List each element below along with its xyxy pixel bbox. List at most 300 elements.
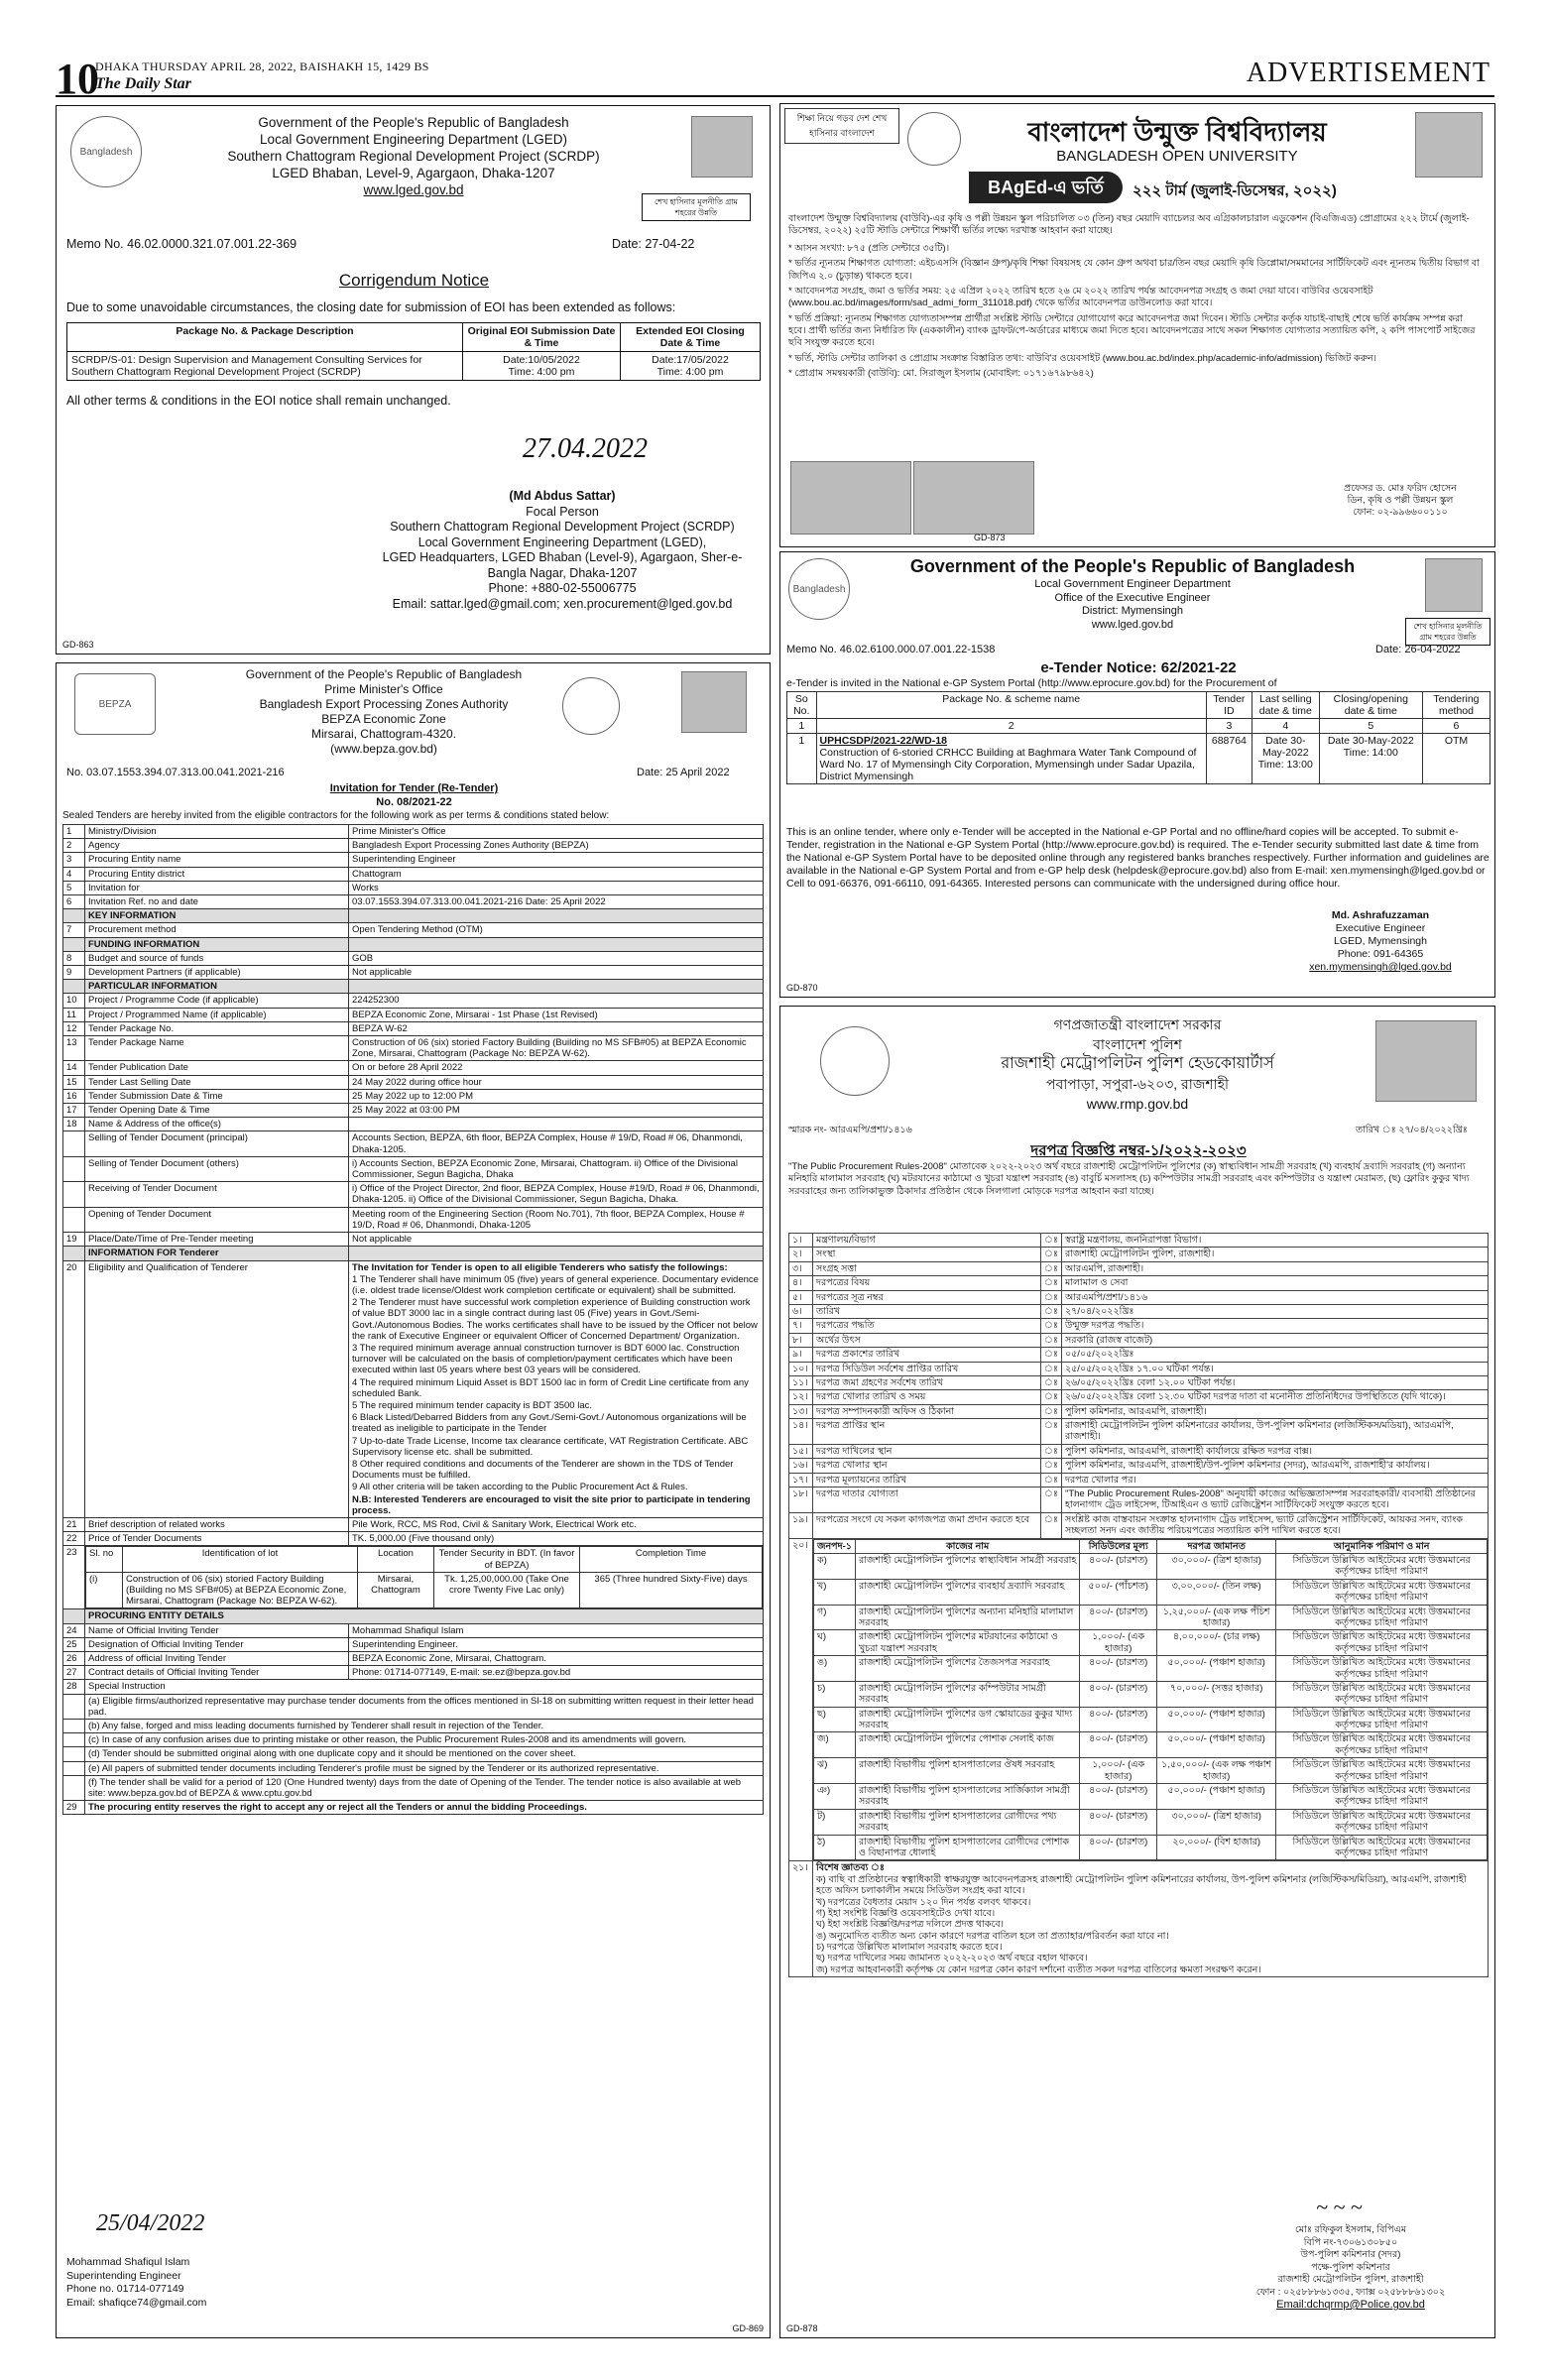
- university-title-en: BANGLADESH OPEN UNIVERSITY: [1056, 148, 1298, 165]
- quantity-quality: সিডিউলে উল্লিখিত আইটেমের মধ্যে উত্তমমানের কর্তৃপক্ষের চাহিদা পরিমাণ: [1276, 1732, 1488, 1758]
- selling-date: Date 30-May-2022: [1261, 735, 1309, 759]
- row-label: মন্ত্রণালয়/বিভাগ: [813, 1234, 1041, 1248]
- quantity-quality: সিডিউলে উল্লিখিত আইটেমের মধ্যে উত্তমমানের কর্তৃপক্ষের চাহিদা পরিমাণ: [1276, 1605, 1488, 1630]
- goods-row: [814, 1784, 1488, 1810]
- ad-bepza-tender: [56, 662, 771, 2338]
- security-amount: ৪,০০,০০০/- (চার লক্ষ): [1157, 1630, 1276, 1656]
- row-value: আরএমপি/প্রশা/১৪১৬: [1061, 1290, 1488, 1304]
- portrait-image: [1425, 558, 1483, 612]
- slogan-tag: শিক্ষা নিয়ে গড়ব দেশ শেখ হাসিনার বাংলাদেশ: [784, 108, 899, 144]
- signatory-email[interactable]: xen.mymensingh@lged.gov.bd: [1309, 961, 1452, 973]
- section-heading-row: [63, 909, 764, 923]
- lot-time: 365 (Three hundred Sixty-Five) days: [580, 1572, 763, 1608]
- table-header: Tender ID: [1206, 692, 1252, 719]
- row-number: 14: [63, 1061, 85, 1075]
- col-package: Package No. & Package Description: [67, 323, 463, 352]
- quantity-quality: সিডিউলে উল্লিখিত আইটেমের মধ্যে উত্তমমানের কর্তৃপক্ষের চাহিদা পরিমাণ: [1276, 1758, 1488, 1784]
- term-label: ২২২ টার্ম (জুলাই-ডিসেম্বর, ২০২২): [1133, 182, 1337, 199]
- gd-code: GD-863: [62, 640, 94, 650]
- row-label: Invitation Ref. no and date: [85, 895, 349, 909]
- column-number: 5: [1319, 719, 1422, 734]
- table-row: [789, 1375, 1489, 1389]
- goods-header: আনুমানিক পরিমাণ ও মান: [1276, 1539, 1488, 1553]
- website-link[interactable]: www.lged.gov.bd: [363, 182, 464, 197]
- goods-header: সিডিউলের মূল্য: [1080, 1539, 1157, 1553]
- tender-number: No. 08/2021-22: [376, 796, 452, 808]
- goods-index: ঘ): [814, 1630, 856, 1656]
- schedule-price: ৪০০/- (চারশত): [1080, 1656, 1157, 1682]
- table-row: [789, 1488, 1489, 1513]
- row-label: দরপত্র সম্পাদনকারী অফিস ও ঠিকানা: [813, 1404, 1041, 1418]
- goods-index: ঠ): [814, 1835, 856, 1860]
- row-label: Procuring Entity district: [85, 867, 349, 881]
- col-original-date: Original EOI Submission Date & Time: [463, 323, 621, 352]
- table-row: [789, 1261, 1489, 1275]
- table-row: [789, 1234, 1489, 1248]
- tender-title: Invitation for Tender (Re-Tender): [329, 782, 499, 794]
- row-label: Project / Programmed Name (if applicable): [85, 1008, 349, 1021]
- column-number: 1: [787, 719, 817, 734]
- goods-index: ছ): [814, 1707, 856, 1732]
- row-separator: ঃ: [1041, 1261, 1062, 1275]
- special-note: ঙ) অনুমোদিত ব্যতীত অন্য কোন কারণে দরপত্র বাতিল হলে তা প্রত্যাহার/পরিবর্তন করা যাবে না।: [816, 1930, 1169, 1942]
- special-instruction: (e) All papers of submitted tender documents including Tenderer's profile must be signed by the Tenderer or its authorized representative.: [85, 1761, 764, 1775]
- signatory-phone: ফোন: ০২-৯৯৬৬০০১১০: [1353, 507, 1448, 518]
- portrait-image: [1415, 112, 1483, 178]
- row-value: পুলিশ কমিশনার, আরএমপি, রাজশাহী/উপ-পুলিশ কমিশনার (সদর), আরএমপি, রাজশাহী'র কার্যালয়।: [1061, 1459, 1488, 1473]
- row-number: 4: [63, 867, 85, 881]
- govt-seal-icon: [562, 677, 620, 735]
- schedule-price: ৫০০/- (পাঁচশত): [1080, 1579, 1157, 1605]
- tender-info-table: ১। মন্ত্রণালয়/বিভাগ ঃ স্বরাষ্ট্র মন্ত্রণালয়, জননিরাপত্তা বিভাগ। ২। সংস্থা ঃ রাজশাহী মেট্রোপলিটন পুলিশ, রাজশাহী। ৩। সংগ্রহ সত্তা ঃ আরএমপি, রাজশাহী। ৪। দরপত্রের বিষয় ঃ মালামাল ও সেবা ৫। দরপত্রের সূত্র নম্বর ঃ আরএমপি/প্রশা/১৪১৬ ৬। তারিখ ঃ ২৭/০৪/২০২২খ্রিঃ ৭। দরপত্রের পদ্ধতি ঃ উন্মুক্ত দরপত্র পদ্ধতি। ৮। অর্থের উৎস ঃ সরকারি (রাজস্ব বাজেট) ৯। দরপত্র প্রকাশের তারিখ ঃ ০৫/০৫/২০২২খ্রিঃ ১০। দরপত্র সিডিউল সর্বশেষ প্রাপ্তির তারিখ ঃ ২৫/০৫/২০২২খ্রিঃ ১৭.০০ ঘটিকা পর্যন্ত। ১১। দরপত্র জমা গ্রহণের সর্বশেষ তারিখ ঃ ২৬/০৫/২০২২খ্রিঃ বেলা ১২.০০ ঘটিকা পর্যন্ত। ১২। দরপত্র খোলার তারিখ ও সময় ঃ ২৬/০৫/২০২২খ্রিঃ বেলা ১২.৩০ ঘটিকা দরপত্র দাতা বা মনোনীত প্রতিনিধিদের উপস্থিতিতে (যদি থাকে)। ১৩। দরপত্র সম্পাদনকারী অফিস ও ঠিকানা ঃ পুলিশ কমিশনার, আরএমপি, রাজশাহী। ১৪। দরপত্র প্রাপ্তির স্থান ঃ রাজশাহী মেট্রোপলিটন পুলিশ কমিশনারের কার্যালয়, উপ-পুলিশ কমিশনার (লজিস্টিকস/মডিয়া), আরএমপি, রাজশাহী। ১৫। দরপত্র দাখিলের স্থান ঃ পুলিশ কমিশনার, আরএমপি, রাজশাহী কার্যালয়ে রক্ষিত দরপত্র বাক্স। ১৬। দরপত্র খোলার স্থান ঃ পুলিশ কমিশনার, আরএমপি, রাজশাহী/উপ-পুলিশ কমিশনার (সদর), আরএমপি, রাজশাহী'র কার্যালয়। ১৭। দরপত্র মূল্যায়নের তারিখ ঃ দরপত্র খোলার পর। ১৮। দরপত্র দাতার যোগ্যতা ঃ "The Public Procurement Rules-2008" অনুযায়ী কাজের অভিজ্ঞতাসম্পন্ন সরবরাহকারী/ ব্যবসায়ী প্রতিষ্ঠানের হালনাগাদ ট্রেড লাইসেন্স, টিআইএন ও ভ্যাট রেজিষ্ট্রেশন সার্টিফিকেট সংযুক্ত করতে হবে। ১৯। দরপত্রের সংগে যে সকল কাগজপত্র জমা প্রদান করতে হবে ঃ সংশ্লিষ্ট কাজ বাস্তবায়ন সংক্রান্ত হালনাগাদ ট্রেড লাইসেন্স, ভ্যাট রেজিস্ট্রেশন সার্টিফিকেট, আয়কর সনদ, ব্যাংক সচ্ছলতা সনদ এবং জাতীয় পরিচয়পত্রের সত্যায়িত কপি দাখিল করতে হবে। ২০। জনপদ-১ কাজের নাম সিডিউলের মূল্য দরপত্র জামানত আনুমানিক পরিমাণ ও মান ক) রাজশাহী মেট্রোপলিটন পুলিশের স্বাস্থ্যবিধান সামগ্রী সরবরাহ ৪০০/- (চারশত) ৩০,০০০/- (ত্রিশ হাজার) সিডিউলে উল্লিখিত আইটেমের মধ্যে উত্তমমানের কর্তৃপক্ষের চাহিদা পরিমাণ খ) রাজশাহী মেট্রোপলিটন পুলিশের ব্যবহার্য দ্রব্যাদি সরবরাহ ৫০০/- (পাঁচশত) ৩,০০,০০০/- (তিন লক্ষ) সিডিউলে উল্লিখিত আইটেমের মধ্যে উত্তমমানের কর্তৃপক্ষের চাহিদা পরিমাণ গ) রাজশাহী মেট্রোপলিটন পুলিশের অন্যান্য মনিহারি মালামাল সরবরাহ ৪০০/- (চারশত) ১,২৫,০০০/- (এক লক্ষ পঁচিশ হাজার) সিডিউলে উল্লিখিত আইটেমের মধ্যে উত্তমমানের কর্তৃপক্ষের চাহিদা পরিমাণ ঘ) রাজশাহী মেট্রোপলিটন পুলিশের মটরযানের কাঠামো ও খুচরা যন্ত্রাংশ সরবরাহ ১,০০০/- (এক হাজার) ৪,০০,০০০/- (চার লক্ষ) সিডিউলে উল্লিখিত আইটেমের মধ্যে উত্তমমানের কর্তৃপক্ষের চাহিদা পরিমাণ ঙ) রাজশাহী মেট্রোপলিটন পুলিশের তৈজসপত্র সরবরাহ ৪০০/- (চারশত) ৫০,০০০/- (পঞ্চাশ হাজার) সিডিউলে উল্লিখিত আইটেমের মধ্যে উত্তমমানের কর্তৃপক্ষের চাহিদা পরিমাণ চ) রাজশাহী মেট্রোপলিটন পুলিশের কম্পিউটার সামগ্রী সরবরাহ ৪০০/- (চারশত) ৭০,০০০/- (সত্তর হাজার) সিডিউলে উল্লিখিত আইটেমের মধ্যে উত্তমমানের কর্তৃপক্ষের চাহিদা পরিমাণ ছ) রাজশাহী মেট্রোপলিটন পুলিশের ডগ স্কোয়াডের কুকুর খাদ্য সরবরাহ ৪০০/- (চারশত) ৫০,০০০/- (পঞ্চাশ হাজার) সিডিউলে উল্লিখিত আইটেমের মধ্যে উত্তমমানের কর্তৃপক্ষের চাহিদা পরিমাণ জ) রাজশাহী মেট্রোপলিটন পুলিশের পোশাক সেলাই কাজ ৪০০/- (চারশত) ৫০,০০০/- (পঞ্চাশ হাজার) সিডিউলে উল্লিখিত আইটেমের মধ্যে উত্তমমানের কর্তৃপক্ষের চাহিদা পরিমাণ ঝ) রাজশাহী বিভাগীয় পুলিশ হাসপাতালের ঔষধ সরবরাহ ১,০০০/- (এক হাজার) ১,৫০,০০০/- (এক লক্ষ পঞ্চাশ হাজার) সিডিউলে উল্লিখিত আইটেমের মধ্যে উত্তমমানের কর্তৃপক্ষের চাহিদা পরিমাণ ঞ) রাজশাহী বিভাগীয় পুলিশ হাসপাতালের সার্জিক্যাল সামগ্রী সরবরাহ ৪০০/- (চারশত) ৫০,০০০/- (পঞ্চাশ হাজার) সিডিউলে উল্লিখিত আইটেমের মধ্যে উত্তমমানের কর্তৃপক্ষের চাহিদা পরিমাণ ট) রাজশাহী বিভাগীয় পুলিশ হাসপাতালের রোগীদের পথ্য সরবরাহ ৪০০/- (চারশত) ৩০,০০০/- (ত্রিশ হাজার) সিডিউলে উল্লিখিত আইটেমের মধ্যে উত্তমমানের কর্তৃপক্ষের চাহিদা পরিমাণ ঠ) রাজশাহী বিভাগীয় পুলিশ হাসপাতালের রোগীদের পোশাক ও বিছানাপত্র ধোলাই ৪০০/- (চারশত) ২০,০০০/- (বিশ হাজার) সিডিউলে উল্লিখিত আইটেমের মধ্যে উত্তমমানের কর্তৃপক্ষের চাহিদা পরিমাণ ২১। বিশেষ জ্ঞাতব্য ঃ ক) বাছি বা প্রতিষ্ঠানের স্বত্বাধিকারী স্বাক্ষরযুক্ত আবেদনপত্রসহ রাজশাহী মেট্রোপলিটন পুলিশ কমিশনারের কার্যালয়, উপ-পুলিশ কমিশনার (লজিস্টিকস/মিডিয়া), আরএমপি, রাজশাহী হতে অফিস চলাকালীন সময়ে সিডিউল সংগ্রহ করা যাবে। খ) দরপত্রের বৈধতার মেয়াদ ১২০ দিন পর্যন্ত বলবৎ থাকবে। গ) ইহা সংশিষ্ট বিজ্ঞপ্তি ওয়েবসাইটেও দেখা যাবে। ঘ) ইহা সংশ্লিষ্ট বিজ্ঞপ্তি/দরপত্র দলিলে প্রদত্ত থাকবে। ঙ) অনুমোদিত ব্যতীত অন্য কোন কারণে দরপত্র বাতিল হলে তা প্রত্যাহার/পরিবর্তন করা যাবে না। চ) দরপত্রে উল্লিখিত মালামাল সরবরাহ করতে হবে। ছ) দরপত্র দাখিলের সময় জামানত ২০২২-২০২৩ অর্থ বছরে বহাল থাকবে। জ) দরপত্র আহবানকারী কর্তৃপক্ষ যে কোন দরপত্র কোন কারণ দর্শানো ব্যতীত সকল দরপত্র বাতিলের ক্ষমতা সংরক্ষণ করেন।: [788, 1233, 1489, 1977]
- row-separator: ঃ: [1041, 1319, 1062, 1333]
- special-note: ছ) দরপত্র দাখিলের সময় জামানত ২০২২-২০২৩ অর্থ বছরে বহাল থাকবে।: [816, 1953, 1088, 1964]
- original-date: Date:10/05/2022: [503, 354, 580, 366]
- eligibility-item: 3 The required minimum average annual construction turnover is BDT 6000 lac. Construction turnover will be calculated on the basis of completion/payment certificates which have been executed within last 05 years where best 03 years will be considered.: [352, 1342, 740, 1376]
- bepza-logo-icon: BEPZA: [74, 673, 156, 735]
- security-amount: ৫০,০০০/- (পঞ্চাশ হাজার): [1157, 1784, 1276, 1810]
- paper-name: The Daily Star: [95, 75, 191, 92]
- table-row: [63, 1694, 764, 1719]
- row-separator: ঃ: [1041, 1304, 1062, 1318]
- goods-name: রাজশাহী মেট্রোপলিটন পুলিশের পোশাক সেলাই কাজ: [855, 1732, 1079, 1758]
- signatory-phone: Phone no. 01714-077149: [66, 2283, 184, 2295]
- row-label: দরপত্রের বিষয়: [813, 1276, 1041, 1290]
- special-instruction: (f) The tender shall be valid for a period of 120 (One Hundred twenty) days from the date of Opening of the Tender. The tender notice is also available at web site: www.bepza.gov.bd of BEPZA & www.cptu.gov.bd: [85, 1775, 764, 1800]
- row-number: [63, 1182, 85, 1207]
- row-value: পুলিশ কমিশনার, আরএমপি, রাজশাহী।: [1061, 1404, 1488, 1418]
- row-value: মালামাল ও সেবা: [1061, 1276, 1488, 1290]
- notice-intro: Due to some unavoidable circumstances, the closing date for submission of EOI has been extended as follows:: [66, 300, 676, 314]
- row-value: Not applicable: [349, 1233, 764, 1247]
- goods-name: রাজশাহী বিভাগীয় পুলিশ হাসপাতালের রোগীদের পথ্য সরবরাহ: [855, 1809, 1079, 1835]
- govt-heading: Government of the People's Republic of Bangladesh: [245, 667, 523, 681]
- address-line: Mirsarai, Chattogram-4320.: [310, 727, 457, 741]
- gd-code: GD-870: [786, 983, 818, 993]
- signatory-dept: Local Government Engineering Department (LGED),: [417, 535, 707, 549]
- mujib100-logo-icon: Bangladesh: [70, 116, 142, 187]
- package-number: UPHCSDP/2021-22/WD-18: [819, 735, 947, 747]
- quantity-quality: সিডিউলে উল্লিখিত আইটেমের মধ্যে উত্তমমানের কর্তৃপক্ষের চাহিদা পরিমাণ: [1276, 1835, 1488, 1860]
- row-label: দরপত্র দাতার যোগ্যতা: [813, 1488, 1041, 1513]
- slogan-tag: শেখ হাসিনার মূলনীতি গ্রাম শহরের উন্নতি: [642, 193, 751, 221]
- row-value: Works: [349, 881, 764, 894]
- row-label: Place/Date/Time of Pre-Tender meeting: [85, 1233, 349, 1247]
- section-title: ADVERTISEMENT: [1246, 58, 1490, 88]
- closing-date: Date 30-May-2022: [1327, 735, 1414, 747]
- goods-row: [814, 1707, 1488, 1732]
- schedule-price: ৪০০/- (চারশত): [1080, 1835, 1157, 1860]
- table-row: [789, 1348, 1489, 1362]
- schedule-price: ৪০০/- (চারশত): [1080, 1681, 1157, 1707]
- row-label: অর্থের উৎস: [813, 1333, 1041, 1347]
- row-number: ৯।: [789, 1348, 813, 1362]
- row-value: ২৬/০৫/২০২২খ্রিঃ বেলা ১২.৩০ ঘটিকা দরপত্র দাতা বা মনোনীত প্রতিনিধিদের উপস্থিতিতে (যদি থাকে)।: [1061, 1390, 1488, 1404]
- security-amount: ৩০,০০০/- (ত্রিশ হাজার): [1157, 1809, 1276, 1835]
- security-amount: ১,৫০,০০০/- (এক লক্ষ পঞ্চাশ হাজার): [1157, 1758, 1276, 1784]
- table-row: [63, 1233, 764, 1247]
- row-value: [349, 1118, 764, 1131]
- row-value: Superintending Engineer.: [349, 1637, 764, 1651]
- memo-date: Date: 26-04-2022: [1375, 644, 1461, 655]
- eligibility-intro: The Invitation for Tender is open to all eligible Tenderers who satisfy the followings:: [352, 1261, 728, 1273]
- row-value: আরএমপি, রাজশাহী।: [1061, 1261, 1488, 1275]
- eligibility-note: N.B: Interested Tenderers are encouraged to visit the site prior to participate in tendering process.: [352, 1493, 751, 1516]
- schedule-price: ১,০০০/- (এক হাজার): [1080, 1630, 1157, 1656]
- table-row: [789, 1333, 1489, 1347]
- admission-detail-item: * ভর্তি প্রক্রিয়া: ন্যূনতম শিক্ষাগত যোগ্যতাসম্পন্ন প্রার্থীরা সংশ্লিষ্ট স্টাডি সেন্টারে যোগাযোগ করে আবেদনপত্র জমা দিবেন। স্টাডি সেন্টার কর্তৃক যাচাই-বাছাই শেষে ভর্তি কার্যক্রম সম্পন্ন করা হবে। প্রার্থী ভর্তির জন্য নির্ধারিত ফি (এককালীন) ব্যাংক ড্রাফট/পে-অর্ডারের মাধ্যমে জমা দিতে হবে। আবেদনপত্রের সাথে সকল শিক্ষাগত যোগ্যতার সত্যায়িত কপি, ২ কপি পাসপোর্ট সাইজের ছবি সংযুক্ত করতে হবে।: [788, 312, 1476, 349]
- zone-heading: BEPZA Economic Zone: [321, 712, 446, 726]
- goods-name: রাজশাহী বিভাগীয় পুলিশ হাসপাতালের ঔষধ সরবরাহ: [855, 1758, 1079, 1784]
- row-value: Pile Work, RCC, MS Rod, Civil & Sanitary Work, Electrical Work etc.: [349, 1517, 764, 1531]
- row-value: দরপত্র খোলার পর।: [1061, 1473, 1488, 1487]
- row-number: 13: [63, 1036, 85, 1061]
- signature-date: 25/04/2022: [96, 2210, 205, 2236]
- row-label: Tender Package No.: [85, 1021, 349, 1035]
- column-number: 2: [816, 719, 1206, 734]
- portrait-image: [1375, 1020, 1477, 1102]
- row-label: দরপত্রের সংগে যে সকল কাগজপত্র জমা প্রদান করতে হবে: [813, 1512, 1041, 1538]
- table-row: [789, 1444, 1489, 1458]
- row-value: [349, 980, 764, 994]
- row-value: Prime Minister's Office: [349, 825, 764, 839]
- table-row: [63, 923, 764, 937]
- row-value: 25 May 2022 up to 12:00 PM: [349, 1089, 764, 1103]
- goods-row: [814, 1630, 1488, 1656]
- row-value: Open Tendering Method (OTM): [349, 923, 764, 937]
- signatory-address: LGED Headquarters, LGED Bhaban (Level-9), Agargaon, Sher-e-: [382, 550, 743, 564]
- row-value: 224252300: [349, 994, 764, 1008]
- signatory-email[interactable]: Email:dchqrmp@Police.gov.bd: [1276, 2299, 1425, 2311]
- selling-time: Time: 13:00: [1257, 759, 1313, 771]
- special-instruction: (c) In case of any confusion arises due to printing mistake or other reason, the Public Procurement Rules-2008 and its amendments will govern.: [85, 1733, 764, 1747]
- notice-body: This is an online tender, where only e-Tender will be accepted in the National e-GP Portal and no offline/hard copies will be accepted. To submit e-Tender, registration in the National e-GP System Portal (http://www.eprocure.gov.bd) is required. The e-Tender security submitted last date & time from the National e-GP System Portal have to be deposited online through any registered banks branches respectively. Further information and guidelines are available in the National e-GP System Portal and from e-GP help desk (helpdesk@eprocure.gov.bd) also from E-mail: xen.mymensingh@lged.gov.bd or Cell to 091-66376, 091-66110, 091-64365. Interested persons can communicate with the undersigned during office hour.: [786, 826, 1490, 890]
- row-label: Opening of Tender Document: [85, 1207, 349, 1232]
- schedule-price: ৪০০/- (চারশত): [1080, 1732, 1157, 1758]
- table-header: So No.: [787, 692, 817, 719]
- lot-col-id: Identification of lot: [123, 1547, 358, 1572]
- table-row: [63, 1761, 764, 1775]
- row-number: [63, 1207, 85, 1232]
- lot-col-time: Completion Time: [580, 1547, 763, 1572]
- row-value: Bangladesh Export Processing Zones Authority (BEPZA): [349, 839, 764, 853]
- signatory-office: LGED, Mymensingh: [1334, 935, 1427, 947]
- quantity-quality: সিডিউলে উল্লিখিত আইটেমের মধ্যে উত্তমমানের কর্তৃপক্ষের চাহিদা পরিমাণ: [1276, 1784, 1488, 1810]
- eligibility-item: 9 All other criteria will be taken according to the Public Procurement Act & Rules.: [352, 1482, 688, 1493]
- original-time: Time: 4:00 pm: [508, 366, 575, 378]
- rights-reserved: The procuring entity reserves the right to accept any or reject all the Tenders or annul the bidding Proceedings.: [85, 1801, 764, 1815]
- row-label: দরপত্র মূল্যায়নের তারিখ: [813, 1473, 1041, 1487]
- admission-badge: BAgEd-এ ভর্তি: [969, 172, 1123, 203]
- admission-detail-item: * আবেদনপত্র সংগ্রহ, জমা ও ভর্তির সময়: ২৫ এপ্রিল ২০২২ তারিখ হতে ২৬ মে ২০২২ তারিখ পর্যন্ত আবেদনপত্র সংগ্রহ ও জমা দেয়া যাবে। বাউবির ওয়েবসাইট (www.bou.ac.bd/images/form/sad_admi_form_311018.pdf) থেকে ভর্তির আবেদনপত্র ডাউনলোড করা যাবে।: [788, 286, 1373, 309]
- row-label: Invitation for: [85, 881, 349, 894]
- signatory-address-2: Bangla Nagar, Dhaka-1207: [487, 565, 638, 580]
- row-number: [63, 937, 85, 951]
- goods-name: রাজশাহী মেট্রোপলিটন পুলিশের তৈজসপত্র সরবরাহ: [855, 1656, 1079, 1682]
- signatory-name: (Md Abdus Sattar): [509, 489, 616, 503]
- notice-intro: e-Tender is invited in the National e-GP System Portal (http://www.eprocure.gov.bd) for the Procurement of: [786, 677, 1277, 689]
- quantity-quality: সিডিউলে উল্লিখিত আইটেমের মধ্যে উত্তমমানের কর্তৃপক্ষের চাহিদা পরিমাণ: [1276, 1681, 1488, 1707]
- table-row: [789, 1459, 1489, 1473]
- row-number: ১০।: [789, 1362, 813, 1375]
- row-number: ১৯।: [789, 1512, 813, 1538]
- ref-date: তারিখ ঃ ২৭/০৪/২০২২খ্রিঃ: [1356, 1125, 1468, 1135]
- special-note: খ) দরপত্রের বৈধতার মেয়াদ ১২০ দিন পর্যন্ত বলবৎ থাকবে।: [816, 1896, 1031, 1908]
- row-label: Tender Submission Date & Time: [85, 1089, 349, 1103]
- row-number: ১।: [789, 1234, 813, 1248]
- eligibility-item: 6 Black Listed/Debarred Bidders from any Govt./Semi-Govt./ Autonomous organizations will be treated as ineligible to participate in the Tender: [352, 1412, 747, 1435]
- goods-table: [813, 1539, 1488, 1861]
- row-value: সরকারি (রাজস্ব বাজেট): [1061, 1333, 1488, 1347]
- special-instruction: (b) Any false, forged and miss leading documents furnished by Tenderer shall result in rejection of the Tender.: [85, 1720, 764, 1733]
- table-row: [63, 1061, 764, 1075]
- goods-row: [814, 1656, 1488, 1682]
- table-row: [63, 1131, 764, 1156]
- row-value: i) Office of the Project Director, 2nd floor, BEPZA Complex, House #19/D, Road # 06, Dhanmondi, Dhaka-1205. ii) Office of the Divisional Commissioner, Segun Bagicha, Dhaka.: [349, 1182, 764, 1207]
- row-label: Brief description of related works: [85, 1517, 349, 1531]
- row-label: সংগ্রহ সত্তা: [813, 1261, 1041, 1275]
- signatory-email[interactable]: Email: sattar.lged@gmail.com; xen.procurement@lged.gov.bd: [392, 596, 733, 611]
- row-label: Agency: [85, 839, 349, 853]
- lot-col-location: Location: [358, 1547, 434, 1572]
- row-separator: ঃ: [1041, 1512, 1062, 1538]
- eligibility-item: 4 The required minimum Liquid Asset is BDT 1500 lac in form of Credit Line certificate from any scheduled Bank.: [352, 1376, 749, 1399]
- table-row: [63, 853, 764, 867]
- website-link[interactable]: www.rmp.gov.bd: [1086, 1096, 1189, 1112]
- ministry-heading: Prime Minister's Office: [324, 682, 443, 696]
- row-separator: ঃ: [1041, 1348, 1062, 1362]
- row-separator: ঃ: [1041, 1248, 1062, 1261]
- table-row: [63, 966, 764, 980]
- ad-bou-admission: [779, 103, 1495, 547]
- notice-intro: "The Public Procurement Rules-2008" মোতাবেক ২০২২-২০২৩ অর্থ বছরে রাজশাহী মেট্রোপলিটন পুলিশের (ক) স্বাস্থ্যবিধান সামগ্রী সরবরাহ (খ) ব্যবহার্য দ্রব্যাদি সরবরাহ (গ) অন্যান্য মনিহারি মালামাল সরবরাহ (ঘ) মটরযানের কাঠামো ও খুচরা যন্ত্রাংশ সরবরাহ (ঙ) বাবুর্চি মসলাসহ (চ) কম্পিউটার সামগ্রী সরবরাহ এবং কম্পিউটার ও যন্ত্রাংশ মেরামত, (ছ) ফ্লোরিং কুকুর খাদ্য সরবরাহের জন্য তালিকাভুক্ত ঠিকাদার প্রতিষ্ঠান থেকে সিলগালা মোড়কে দরপত্র আহবান করা যাচ্ছে।: [788, 1161, 1470, 1197]
- table-row: [63, 1075, 764, 1089]
- row-value: 03.07.1553.394.07.313.00.041.2021-216 Date: 25 April 2022: [349, 895, 764, 909]
- row-value: 24 May 2022 during office hour: [349, 1075, 764, 1089]
- signatory-name: Mohammad Shafiqul Islam: [66, 2256, 190, 2268]
- row-label: Tender Publication Date: [85, 1061, 349, 1075]
- row-value: [349, 937, 764, 951]
- goods-row: [814, 1835, 1488, 1860]
- website-link[interactable]: (www.bepza.gov.bd): [330, 742, 437, 756]
- signatory-email[interactable]: Email: shafiqce74@gmail.com: [66, 2296, 207, 2309]
- ad-lged-corrigendum: [56, 105, 771, 654]
- row-label: Development Partners (if applicable): [85, 966, 349, 980]
- special-note: গ) ইহা সংশিষ্ট বিজ্ঞপ্তি ওয়েবসাইটেও দেখা যাবে।: [816, 1907, 996, 1919]
- corrigendum-table: [66, 322, 761, 381]
- lot-security: Tk. 1,25,00,000.00 (Take One crore Twenty Five Lac only): [434, 1572, 580, 1608]
- govt-heading: Government of the People's Republic of Bangladesh: [909, 556, 1356, 576]
- row-separator: ঃ: [1041, 1290, 1062, 1304]
- website-link[interactable]: www.lged.gov.bd: [1091, 618, 1174, 631]
- row-label: Designation of Official Inviting Tender: [85, 1637, 349, 1651]
- row-separator: ঃ: [1041, 1488, 1062, 1513]
- project-heading: Southern Chattogram Regional Development Project (SCRDP): [227, 149, 600, 164]
- address-line: পবাপাড়া, সপুরা-৬২০৩, রাজশাহী: [1045, 1076, 1230, 1092]
- column-number: 6: [1422, 719, 1490, 734]
- row-value: সংশ্লিষ্ট কাজ বাস্তবায়ন সংক্রান্ত হালনাগাদ ট্রেড লাইসেন্স, ভ্যাট রেজিস্ট্রেশন সার্টিফিকেট, আয়কর সনদ, ব্যাংক সচ্ছলতা সনদ এবং জাতীয় পরিচয়পত্রের সত্যায়িত কপি দাখিল করতে হবে।: [1061, 1512, 1488, 1538]
- goods-index: ঝ): [814, 1758, 856, 1784]
- table-row: [63, 1720, 764, 1733]
- special-instruction: (d) Tender should be submitted original along with one duplicate copy and it should be mentioned on the cover sheet.: [85, 1747, 764, 1761]
- quantity-quality: সিডিউলে উল্লিখিত আইটেমের মধ্যে উত্তমমানের কর্তৃপক্ষের চাহিদা পরিমাণ: [1276, 1707, 1488, 1732]
- office-heading: Office of the Executive Engineer: [1054, 591, 1211, 604]
- signatory-behalf: পক্ষে-পুলিশ কমিশনার: [1311, 2261, 1390, 2273]
- table-row: [63, 1118, 764, 1131]
- eligibility-item: 7 Up-to-date Trade License, Income tax clearance certificate, VAT Registration Certificate. ABC Supervisory license etc. shall be submitted.: [352, 1435, 749, 1458]
- admission-details: [788, 243, 1483, 383]
- table-row: [63, 825, 764, 839]
- column-number: 4: [1252, 719, 1319, 734]
- row-label: Contract details of Official Inviting Tender: [85, 1666, 349, 1680]
- col-extended-date: Extended EOI Closing Date & Time: [621, 323, 761, 352]
- signatory-title: Focal Person: [526, 504, 599, 519]
- table-row: [63, 1021, 764, 1035]
- row-number: 10: [63, 994, 85, 1008]
- row-value: BEPZA Economic Zone, Mirsarai - 1st Phase (1st Revised): [349, 1008, 764, 1021]
- tender-info-table: 1 Ministry/Division Prime Minister's Office 2 Agency Bangladesh Export Processing Zones Authority (BEPZA) 3 Procuring Entity name Superintending Engineer 4 Procuring Entity district Chattogram 5 Invitation for Works 6 Invitation Ref. no and date 03.07.1553.394.07.313.00.041.2021-216 Date: 25 April 2022 KEY INFORMATION 7 Procurement method Open Tendering Method (OTM) FUNDING INFORMATION 8 Budget and source of funds GOB 9 Development Partners (if applicable) Not applicable PARTICULAR INFORMATION 10 Project / Programme Code (if applicable) 224252300 11 Project / Programmed Name (if applicable) BEPZA Economic Zone, Mirsarai - 1st Phase (1st Revised) 12 Tender Package No. BEPZA W-62 13 Tender Package Name Construction of 06 (six) storied Factory Building (Building no MS SFB#05) at BEPZA Economic Zone, Mirsarai, Chattogram (Package No: BEPZA W-62). 14 Tender Publication Date On or before 28 April 2022 15 Tender Last Selling Date 24 May 2022 during office hour 16 Tender Submission Date & Time 25 May 2022 up to 12:00 PM 17 Tender Opening Date & Time 25 May 2022 at 03:00 PM 18 Name & Address of the office(s) Selling of Tender Document (principal) Accounts Section, BEPZA, 6th floor, BEPZA Complex, House # 19/D, Road # 06, Dhanmondi, Dhaka-1205. Selling of Tender Document (others) i) Accounts Section, BEPZA Economic Zone, Mirsarai, Chattogram. ii) Office of the Divisional Commissioner, Segun Bagicha, Dhaka Receiving of Tender Document i) Office of the Project Director, 2nd floor, BEPZA Complex, House #19/D, Road # 06, Dhanmondi, Dhaka-1205. ii) Office of the Divisional Commissioner, Segun Bagicha, Dhaka. Opening of Tender Document Meeting room of the Engineering Section (Room No.701), 7th floor, BEPZA Complex, House # 19/D, Road # 06, Dhanmondi, Dhaka-1205 19 Place/Date/Time of Pre-Tender meeting Not applicable INFORMATION FOR Tenderer 20 Eligibility and Qualification of Tenderer The Invitation for Tender is open to all eligible Tenderers who satisfy the followings: 1 The Tenderer shall have minimum 05 (five) years of general experience. Documentary evidence (i.e. oldest trade license/Oldest work completion certificate or equivalent) shall be submitted. 2 The Tenderer must have successful work completion experience of Building construction work of value BDT 3000 lac in a single contract during last 05 (Five) years in Govt./Semi-Govt./Autonomous Bodies. The works certificates shall have to be issued by the Officer not below the rank of Executive Engineer or equivalent Officer of Concerned Department/ Organization. 3 The required minimum average annual construction turnover is BDT 6000 lac. Construction turnover will be calculated on the basis of completion/payment certificates which have been executed within last 05 years where best 03 years will be considered. 4 The required minimum Liquid Asset is BDT 1500 lac in form of Credit Line certificate from any scheduled Bank. 5 The required minimum tender capacity is BDT 3500 lac. 6 Black Listed/Debarred Bidders from any Govt./Semi-Govt./ Autonomous organizations will be treated as ineligible to participate in the Tender 7 Up-to-date Trade License, Income tax clearance certificate, VAT Registration Certificate. ABC Supervisory license etc. shall be submitted. 8 Other required conditions and documents of the Tenderer are shown in the TDS of Tender Documents must be fulfilled. 9 All other criteria will be taken according to the Public Procurement Act & Rules. N.B: Interested Tenderers are encouraged to visit the site prior to participate in tendering process. 21 Brief description of related works Pile Work, RCC, MS Rod, Civil & Sanitary Work, Electrical Work etc. 22 Price of Tender Documents TK. 5,000.00 (Five thousand only) 23 Sl. no Identification of lot Location Tender Security in BDT. (In favor of BEPZA) Completion Time (i) Construction of 06 (six) storied Factory Building (Building no MS SFB#05) at BEPZA Economic Zone, Mirsarai, Chattogram (Package No: BEPZA W-62). Mirsarai, Chattogram Tk. 1,25,00,000.00 (Take One crore Twenty Five Lac only) 365 (Three hundred Sixty-Five) days PROCURING ENTITY DETAILS 24 Name of Official Inviting Tender Mohammad Shafiqul Islam 25 Designation of Official Inviting Tender Superintending Engineer. 26 Address of official Inviting Tender BEPZA Economic Zone, Mirsarai, Chattogram. 27 Contract details of Official Inviting Tender Phone: 01714-077149, E-mail: se.ez@bepza.gov.bd 28 Special Instruction (a) Eligible firms/authorized representative may purchase tender documents from the offices mentioned in Sl-18 on submitting written request in their letter head pad. (b) Any false, forged and miss leading documents furnished by Tenderer shall result in rejection of the Tender. (c) In case of any confusion arises due to printing mistake or other reason, the Public Procurement Rules-2008 and its amendments will govern. (d) Tender should be submitted original along with one duplicate copy and it should be mentioned on the cover sheet. (e) All papers of submitted tender documents including Tenderer's profile must be signed by the Tenderer or its authorized representative. (f) The tender shall be valid for a period of 120 (One Hundred twenty) days from the date of Opening of the Tender. The tender notice is also available at web site: www.bepza.gov.bd of BEPZA & www.cptu.gov.bd 29 The procuring entity reserves the right to accept any or reject all the Tenders or annul the bidding Proceedings.: [62, 824, 764, 1815]
- row-label: Selling of Tender Document (others): [85, 1156, 349, 1181]
- row-label: Selling of Tender Document (principal): [85, 1131, 349, 1156]
- schedule-price: ৪০০/- (চারশত): [1080, 1809, 1157, 1835]
- goods-row: [814, 1553, 1488, 1579]
- row-number: 17: [63, 1104, 85, 1118]
- row-separator: ঃ: [1041, 1404, 1062, 1418]
- goods-name: রাজশাহী মেট্রোপলিটন পুলিশের ব্যবহার্য দ্রব্যাদি সরবরাহ: [855, 1579, 1079, 1605]
- goods-row: [814, 1605, 1488, 1630]
- goods-index: চ): [814, 1681, 856, 1707]
- special-note: ঘ) ইহা সংশ্লিষ্ট বিজ্ঞপ্তি/দরপত্র দলিলে প্রদত্ত থাকবে।: [816, 1919, 1005, 1931]
- schedule-price: ৪০০/- (চারশত): [1080, 1707, 1157, 1732]
- lot-sl: (i): [86, 1572, 123, 1608]
- terms-note: All other terms & conditions in the EOI notice shall remain unchanged.: [66, 394, 451, 408]
- table-row: [789, 1319, 1489, 1333]
- goods-index: ঙ): [814, 1656, 856, 1682]
- row-label: KEY INFORMATION: [85, 909, 349, 923]
- signatory-phone: ফোন : ০২৫৮৮৮৬১৩৩৫, ফ্যাক্স ০২৫৮৮৮৬১৩০২: [1255, 2286, 1446, 2298]
- quantity-quality: সিডিউলে উল্লিখিত আইটেমের মধ্যে উত্তমমানের কর্তৃপক্ষের চাহিদা পরিমাণ: [1276, 1656, 1488, 1682]
- dept-heading: Local Government Engineering Department (LGED): [260, 132, 567, 147]
- goods-name: রাজশাহী মেট্রোপলিটন পুলিশের কম্পিউটার সামগ্রী সরবরাহ: [855, 1681, 1079, 1707]
- row-value: ২৫/০৫/২০২২খ্রিঃ ১৭.০০ ঘটিকা পর্যন্ত।: [1061, 1362, 1488, 1375]
- schedule-price: ৪০০/- (চারশত): [1080, 1605, 1157, 1630]
- row-label: সংস্থা: [813, 1248, 1041, 1261]
- row-number: 8: [63, 951, 85, 965]
- row-number: ২।: [789, 1248, 813, 1261]
- govt-heading: Government of the People's Republic of Bangladesh: [258, 115, 569, 130]
- row-value: ২৬/০৫/২০২২খ্রিঃ বেলা ১২.০০ ঘটিকা পর্যন্ত।: [1061, 1375, 1488, 1389]
- row-value: GOB: [349, 951, 764, 965]
- eligibility-item: 1 The Tenderer shall have minimum 05 (five) years of general experience. Documentary evidence (i.e. oldest trade license/Oldest work completion certificate or equivalent) shall be submitted.: [352, 1273, 759, 1296]
- gd-code: GD-878: [786, 2323, 818, 2333]
- row-label: FUNDING INFORMATION: [85, 937, 349, 951]
- row-label: দরপত্রের পদ্ধতি: [813, 1319, 1041, 1333]
- row-number: ৪।: [789, 1276, 813, 1290]
- goods-index: গ): [814, 1605, 856, 1630]
- lot-table: [85, 1546, 763, 1608]
- memo-number: Memo No. 46.02.6100.000.07.001.22-1538: [786, 644, 996, 655]
- notice-title: দরপত্র বিজ্ঞপ্তি নম্বর-১/২০২২-২০২৩: [1030, 1142, 1247, 1159]
- table-row: [63, 867, 764, 881]
- goods-name: রাজশাহী বিভাগীয় পুলিশ হাসপাতালের রোগীদের পোশাক ও বিছানাপত্র ধোলাই: [855, 1835, 1079, 1860]
- admission-detail-item: * ভর্তির ন্যূনতম শিক্ষাগত যোগ্যতা: এইচএসসি (বিজ্ঞান গ্রুপ)/কৃষি শিক্ষা বিষয়সহ যে কোন গ্রুপ অথবা চার/তিন বছর মেয়াদি কৃষি ডিপ্লোমা/সমমানের সার্টিফিকেট এবং ন্যূনতম দ্বিতীয় বিভাগ বা জিপিএ ২.০ (চুড়ান্ত) থাকতে হবে।: [788, 258, 1480, 282]
- notice-title: Corrigendum Notice: [338, 271, 490, 290]
- row-number: 9: [63, 966, 85, 980]
- goods-row: [814, 1758, 1488, 1784]
- row-label: INFORMATION FOR Tenderer: [85, 1247, 349, 1260]
- row-number: 11: [63, 1008, 85, 1021]
- signatory-name: Md. Ashrafuzzaman: [1331, 909, 1430, 921]
- security-amount: ৫০,০০০/- (পঞ্চাশ হাজার): [1157, 1707, 1276, 1732]
- table-row: [789, 1473, 1489, 1487]
- lot-id: Construction of 06 (six) storied Factory Building (Building no MS SFB#05) at BEPZA Economic Zone, Mirsarai, Chattogram (Package No: BEPZA W-62).: [123, 1572, 358, 1608]
- row-value: Superintending Engineer: [349, 853, 764, 867]
- row-label: Budget and source of funds: [85, 951, 349, 965]
- row-separator: ঃ: [1041, 1276, 1062, 1290]
- schedule-price: ১,০০০/- (এক হাজার): [1080, 1758, 1157, 1784]
- row-number: 3: [63, 853, 85, 867]
- signatory-office: রাজশাহী মেট্রোপলিটন পুলিশ, রাজশাহী: [1277, 2274, 1424, 2285]
- row-value: Construction of 06 (six) storied Factory Building (Building no MS SFB#05) at BEPZA Economic Zone, Mirsarai, Chattogram (Package No: BEPZA W-62).: [349, 1036, 764, 1061]
- row-number: ১১।: [789, 1375, 813, 1389]
- row-number: ৩।: [789, 1261, 813, 1275]
- ref-date: Date: 25 April 2022: [637, 767, 730, 778]
- eligibility-item: 2 The Tenderer must have successful work completion experience of Building construction work of value BDT 3000 lac in a single contract during last 05 (Five) years in Govt./Semi-Govt./Autonomous Bodies. The works certificates shall have to be issued by the Officer not below the rank of Executive Engineer or equivalent Officer of Concerned Department/ Organization.: [352, 1297, 758, 1342]
- signature-date: 27.04.2022: [523, 433, 648, 464]
- signatory-bp: বিপি নং-৭৩০৬১৩০৮৫০: [1303, 2236, 1398, 2248]
- row-value: ০৫/০৫/২০২২খ্রিঃ: [1061, 1348, 1488, 1362]
- row-number: ১৮।: [789, 1488, 813, 1513]
- masthead-rule: [56, 95, 1494, 97]
- row-value: BEPZA W-62: [349, 1021, 764, 1035]
- notice-title: e-Tender Notice: 62/2021-22: [1040, 659, 1237, 676]
- row-number: 12: [63, 1021, 85, 1035]
- goods-row: [814, 1809, 1488, 1835]
- row-value: Meeting room of the Engineering Section (Room No.701), 7th floor, BEPZA Complex, House # 19/D, Road # 06, Dhanmondi, Dhaka-1205: [349, 1207, 764, 1232]
- row-label: Price of Tender Documents: [85, 1532, 349, 1546]
- row-number: [63, 980, 85, 994]
- closing-time: Time: 14:00: [1343, 747, 1398, 759]
- goods-row: [814, 1681, 1488, 1707]
- admission-detail-item: * প্রোগ্রাম সমন্বয়কারী (বাউবি): মো. সিরাজুল ইসলাম (মোবাইল: ০১৭১৬৭৯৮৬৪২): [788, 368, 1094, 380]
- row-value: উন্মুক্ত দরপত্র পদ্ধতি।: [1061, 1319, 1488, 1333]
- row-separator: ঃ: [1041, 1459, 1062, 1473]
- table-row: [789, 1390, 1489, 1404]
- schedule-price: ৪০০/- (চারশত): [1080, 1553, 1157, 1579]
- goods-header: দরপত্র জামানত: [1157, 1539, 1276, 1553]
- goods-index: ট): [814, 1809, 856, 1835]
- row-number: ৮।: [789, 1333, 813, 1347]
